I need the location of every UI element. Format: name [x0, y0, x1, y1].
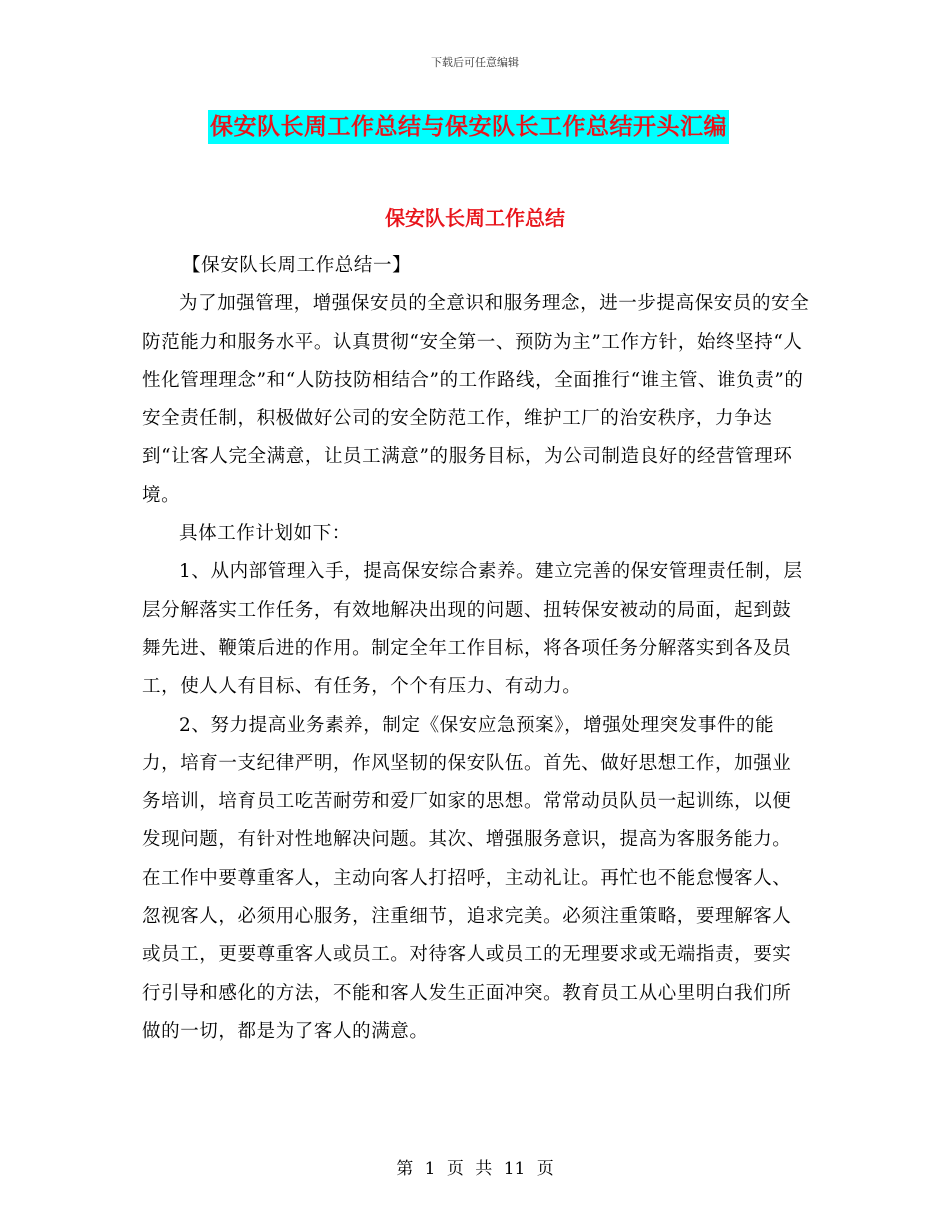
paragraph-intro: 为了加强管理，增强保安员的全意识和服务理念，进一步提高保安员的安全防范能力和服务水平。认真贯彻“安全第一、预防为主”工作方针，始终坚持“人性化管理理念”和“人防技防相结合”的工作路线，全面推行“谁主管、谁负责”的安全责任制，积极做好公司的安全防范工作，维护工厂的治安秩序，力争达到“让客人完全满意，让员工满意”的服务目标，为公司制造良好的经营管理环境。 — [142, 293, 810, 506]
section-title: 保安队长周工作总结 — [385, 206, 565, 230]
paragraph-plan-heading: 具体工作计划如下： — [179, 523, 351, 545]
page-number-footer: 第 1 页 共 11 页 — [396, 1159, 554, 1179]
paragraph-item-2: 2、努力提高业务素养，制定《保安应急预案》，增强处理突发事件的能力，培育一支纪律严明，作风坚韧的保安队伍。首先、做好思想工作，加强业务培训，培育员工吃苦耐劳和爱厂如家的思想。常常动员队员一起训练，以便发现问题，有针对性地解决问题。其次、增强服务意识，提高为客服务能力。在工作中要尊重客人，主动向客人打招呼，主动礼让。再忙也不能怠慢客人、忽视客人，必须用心服务，注重细节，追求完美。必须注重策略，要理解客人或员工，更要尊重客人或员工。对待客人或员工的无理要求或无端指责，要实行引导和感化的方法，不能和客人发生正面冲突。教育员工从心里明白我们所做的一切，都是为了客人的满意。 — [142, 714, 792, 1042]
paragraph-item-1: 1、从内部管理入手，提高保安综合素养。建立完善的保安管理责任制，层层分解落实工作任务，有效地解决出现的问题、扭转保安被动的局面，起到鼓舞先进、鞭策后进的作用。制定全年工作目标，将各项任务分解落实到各及员工，使人人有目标、有任务，个个有压力、有动力。 — [142, 561, 803, 698]
download-note: 下载后可任意编辑 — [431, 56, 519, 69]
document-title: 保安队长周工作总结与保安队长工作总结开头汇编 — [208, 110, 729, 144]
document-body — [142, 247, 810, 1051]
subheading: 【保安队长周工作总结一】 — [182, 255, 412, 276]
